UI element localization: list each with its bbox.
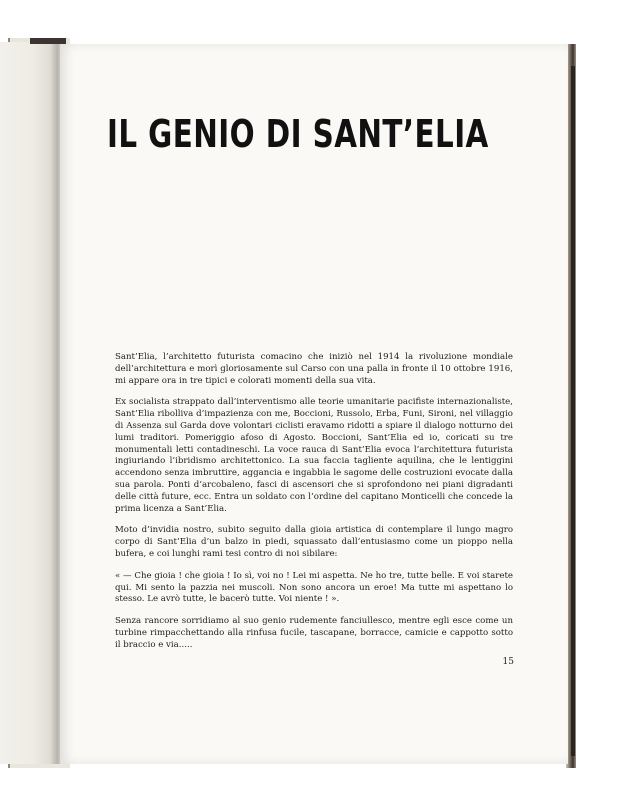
- paragraph: Moto d’invidia nostro, subito seguito dalla gioia artistica di contemplare il lungo magro corpo di Sant’Elia d’un balzo in piedi, squassato dall’entusiasmo come un pioppo nella bufera, e coi lunghi rami tesi contro di noi sibilare:: [115, 525, 513, 559]
- paragraph: « — Che gioia ! che gioia ! Io sì, voi no ! Lei mi aspetta. Ne ho tre, tutte belle. E voi starete qui. Mi sento la pazzia nei muscoli. Non sono ancora un eroe! Ma tutte mi aspettano lo stesso. Le avrò tutte, le bacerò tutte. Voi niente ! ».: [115, 570, 513, 605]
- page-title: IL GENIO DI SANT’ELIA: [107, 112, 489, 156]
- paragraph: Senza rancore sorridiamo al suo genio rudemente fanciullesco, mentre egli esce come un turbine rimpacchettando alla rinfusa fucile, tascapane, borracce, camicie e cappotto sotto il braccio e via.....: [115, 616, 513, 650]
- body-text: [115, 352, 513, 662]
- page-number: 15: [502, 657, 514, 667]
- cover-edge: [571, 66, 575, 756]
- paragraph: Sant’Elia, l’architetto futurista comacino che iniziò nel 1914 la rivoluzione mondiale dell’architettura e morì gloriosamente sul Carso con una palla in fronte il 10 ottobre 1916, mi appare ora in tre tipici e colorati momenti della sua vita.: [115, 352, 513, 386]
- paragraph: Ex socialista strappato dall’interventismo alle teorie umanitarie pacifiste internazionaliste, Sant’Elia ribolliva d’impazienza con me, Boccioni, Russolo, Erba, Funi, Sironi, nel villaggio di Assenza sul Garda dove volontari ciclisti eravamo ridotti a spiare il dialogo notturno dei lumi traditori. Pomeriggio afoso di Agosto. Boccioni, Sant’Elia ed io, coricati su tre monumentali letti contadineschi. La voce rauca di Sant’Elia evoca l’architettura futurista ingiuriando l’ibridismo architettonico. La sua faccia tagliente aquilina, che le lentiggini accendono senza imbruttire, aggancia e ingabbia le sagome delle costruzioni evocate dalla sua parola. Ponti d’arcobaleno, fasci di ascensori che si sprofondono nei piani digradanti delle città future, ecc. Entra un soldato con l’ordine del capitano Monticelli che concede la prima licenza a Sant’Elia.: [115, 397, 513, 514]
- book-page: [60, 44, 568, 764]
